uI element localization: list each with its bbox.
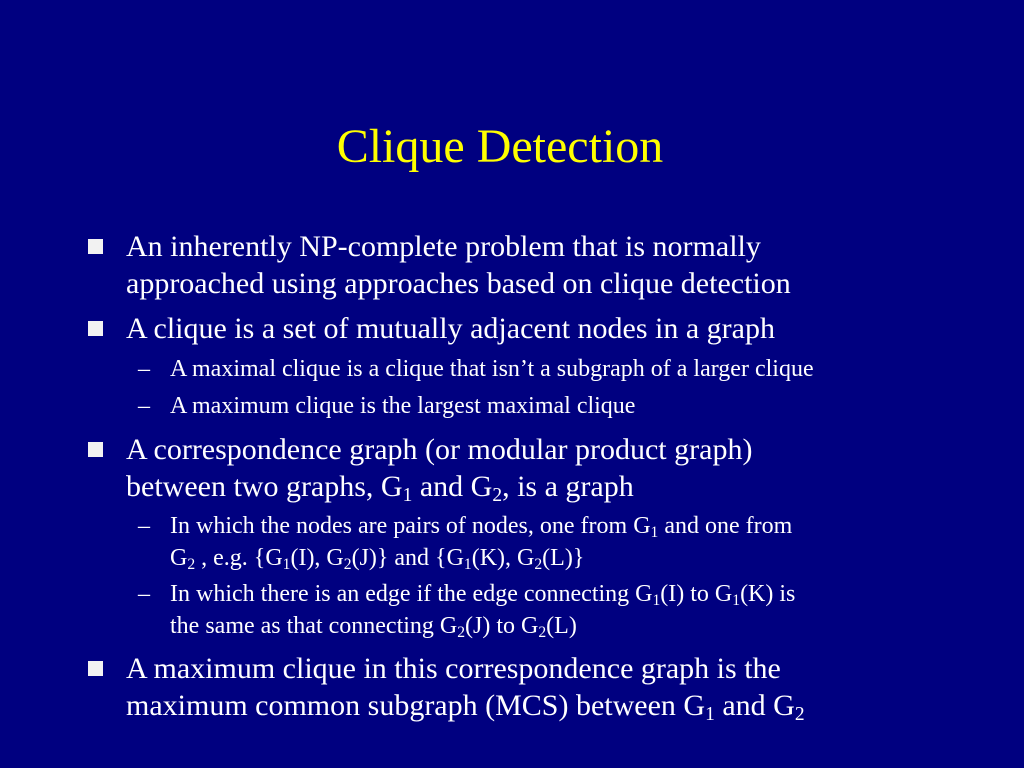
bullet-text-line: A correspondence graph (or modular product graph) xyxy=(126,433,753,466)
bullet-text-line: A clique is a set of mutually adjacent nodes in a graph xyxy=(126,312,775,345)
sub-bullet-text: $G_2$ , e.g. {$G_1(I)$, $G_2(J)$} and {$G_1(K)$, $G_2(L)$} xyxy=(170,545,585,573)
square-bullet-icon xyxy=(88,321,103,336)
sub-bullet-maximal-clique xyxy=(138,353,970,385)
bullet-text-line: A maximum clique in this correspondence graph is the xyxy=(126,652,781,685)
dash-bullet-icon: – xyxy=(138,356,150,382)
slide-title: Clique Detection xyxy=(336,120,664,173)
dash-bullet-icon: – xyxy=(138,581,150,607)
sub-bullet-text: the same as that connecting $G_2(J)$ to $G_2(L)$ xyxy=(170,613,577,641)
square-bullet-icon xyxy=(88,239,103,254)
bullet-item-np-complete xyxy=(126,228,966,302)
sub-bullet-text: In which there is an edge if the edge connecting $G_1(I)$ to $G_1(K)$ is xyxy=(170,581,796,609)
bullet-text-line: between two graphs, $G_1$ and $G_2$, is a graph xyxy=(126,470,634,506)
bullet-item-clique-definition xyxy=(126,310,966,347)
sub-bullet-maximum-clique xyxy=(138,390,970,422)
sub-bullet-edge-rule xyxy=(138,578,970,642)
bullet-text-line: An inherently NP-complete problem that is normally xyxy=(126,230,761,263)
square-bullet-icon xyxy=(88,661,103,676)
dash-bullet-icon: – xyxy=(138,513,150,539)
sub-bullet-text: A maximum clique is the largest maximal clique xyxy=(170,393,636,419)
sub-bullet-node-pairs xyxy=(138,510,970,574)
bullet-item-correspondence-graph xyxy=(126,431,966,505)
bullet-text-line: maximum common subgraph (MCS) between $G_1$ and $G_2$ xyxy=(126,689,805,725)
square-bullet-icon xyxy=(88,442,103,457)
sub-bullet-text: A maximal clique is a clique that isn’t a subgraph of a larger clique xyxy=(170,356,814,382)
bullet-text-line: approached using approaches based on clique detection xyxy=(126,267,791,300)
bullet-item-maximum-common-subgraph xyxy=(126,650,966,724)
sub-bullet-text: In which the nodes are pairs of nodes, one from $G_1$ and one from xyxy=(170,513,793,541)
dash-bullet-icon: – xyxy=(138,393,150,419)
